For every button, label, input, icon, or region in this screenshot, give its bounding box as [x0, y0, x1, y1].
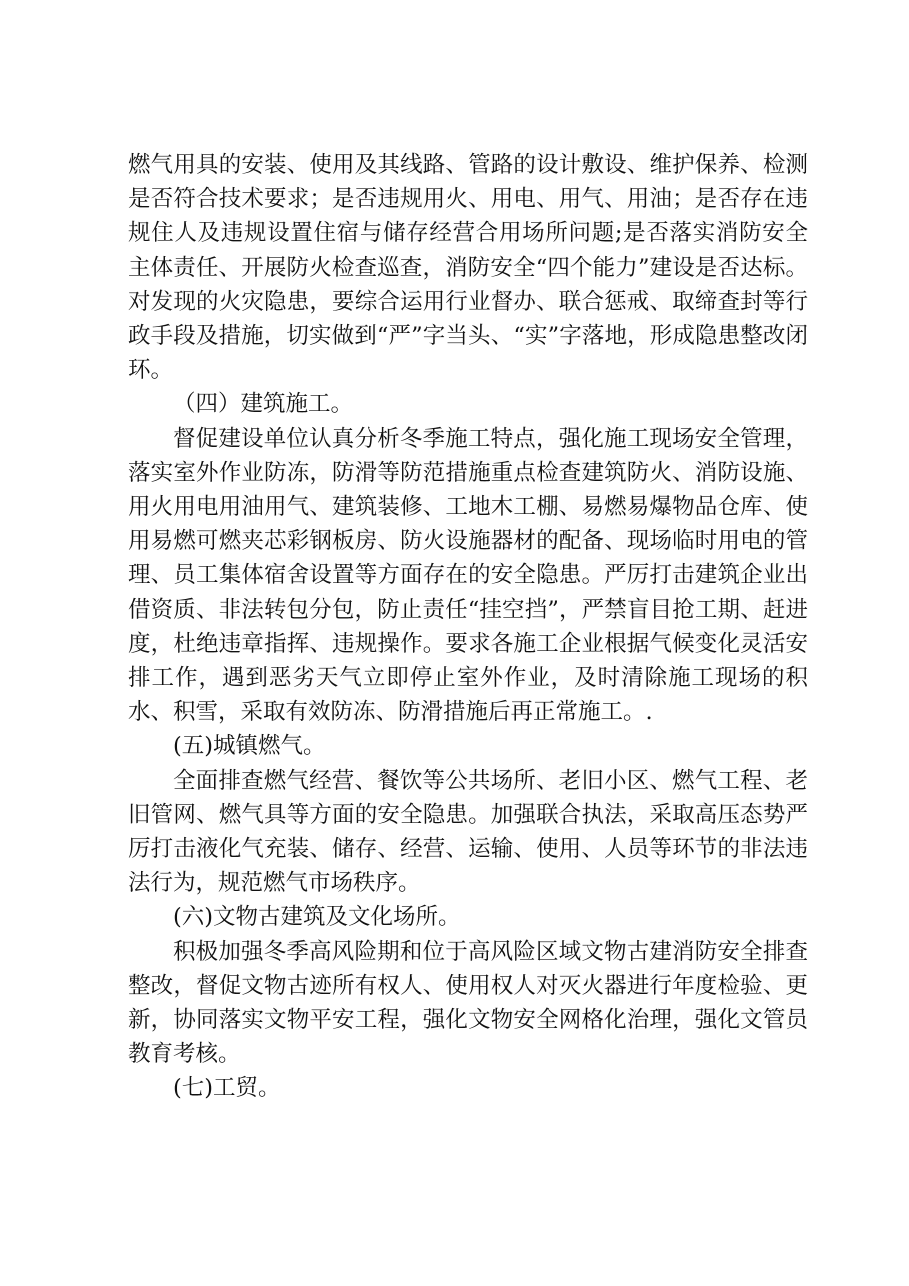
paragraph-cultural-relics: 积极加强冬季高风险期和位于高风险区域文物古建消防安全排查整改，督促文物古迹所有权人、使用权人对灭火器进行年度检验、更新，协同落实文物平安工程，强化文物安全网格化治理，强化文管员教育考核。: [128, 938, 808, 1068]
section-heading-construction: （四）建筑施工。: [173, 391, 354, 418]
document-body: [128, 148, 808, 1106]
paragraph-construction: 督促建设单位认真分析冬季施工特点，强化施工现场安全管理，落实室外作业防冻，防滑等防范措施重点检查建筑防火、消防设施、用火用电用油用气、建筑装修、工地木工棚、易燃易爆物品仓库、使用易燃可燃夹芯彩钢板房、防火设施器材的配备、现场临时用电的管理、员工集体宿舍设置等方面存在的安全隐患。严厉打击建筑企业出借资质、非法转包分包，防止责任“挂空挡”，严禁盲目抢工期、赶进度，杜绝违章指挥、违规操作。要求各施工企业根据气候变化灵活安排工作，遇到恶劣天气立即停止室外作业，及时清除施工现场的积水、积雪，采取有效防冻、防滑措施后再正常施工。.: [128, 425, 808, 726]
paragraph-urban-gas: 全面排查燃气经营、餐饮等公共场所、老旧小区、燃气工程、老旧管网、燃气具等方面的安全隐患。加强联合执法，采取高压态势严厉打击液化气充装、储存、经营、运输、使用、人员等环节的非法违法行为，规范燃气市场秩序。: [128, 767, 808, 897]
paragraph-fire-safety-continued: 燃气用具的安装、使用及其线路、管路的设计敷设、维护保养、检测是否符合技术要求；是否违规用火、用电、用气、用油；是否存在违规住人及违规设置住宿与储存经营合用场所问题;是否落实消防安全主体责任、开展防火检查巡查，消防安全“四个能力”建设是否达标。对发现的火灾隐患，要综合运用行业督办、联合惩戒、取缔查封等行政手段及措施，切实做到“严”字当头、“实”字落地，形成隐患整改闭环。: [128, 152, 808, 384]
section-heading-urban-gas: (五)城镇燃气。: [173, 733, 326, 760]
section-heading-cultural-relics: (六)文物古建筑及文化场所。: [173, 904, 461, 931]
section-heading-industry-trade: (七)工贸。: [173, 1075, 281, 1102]
